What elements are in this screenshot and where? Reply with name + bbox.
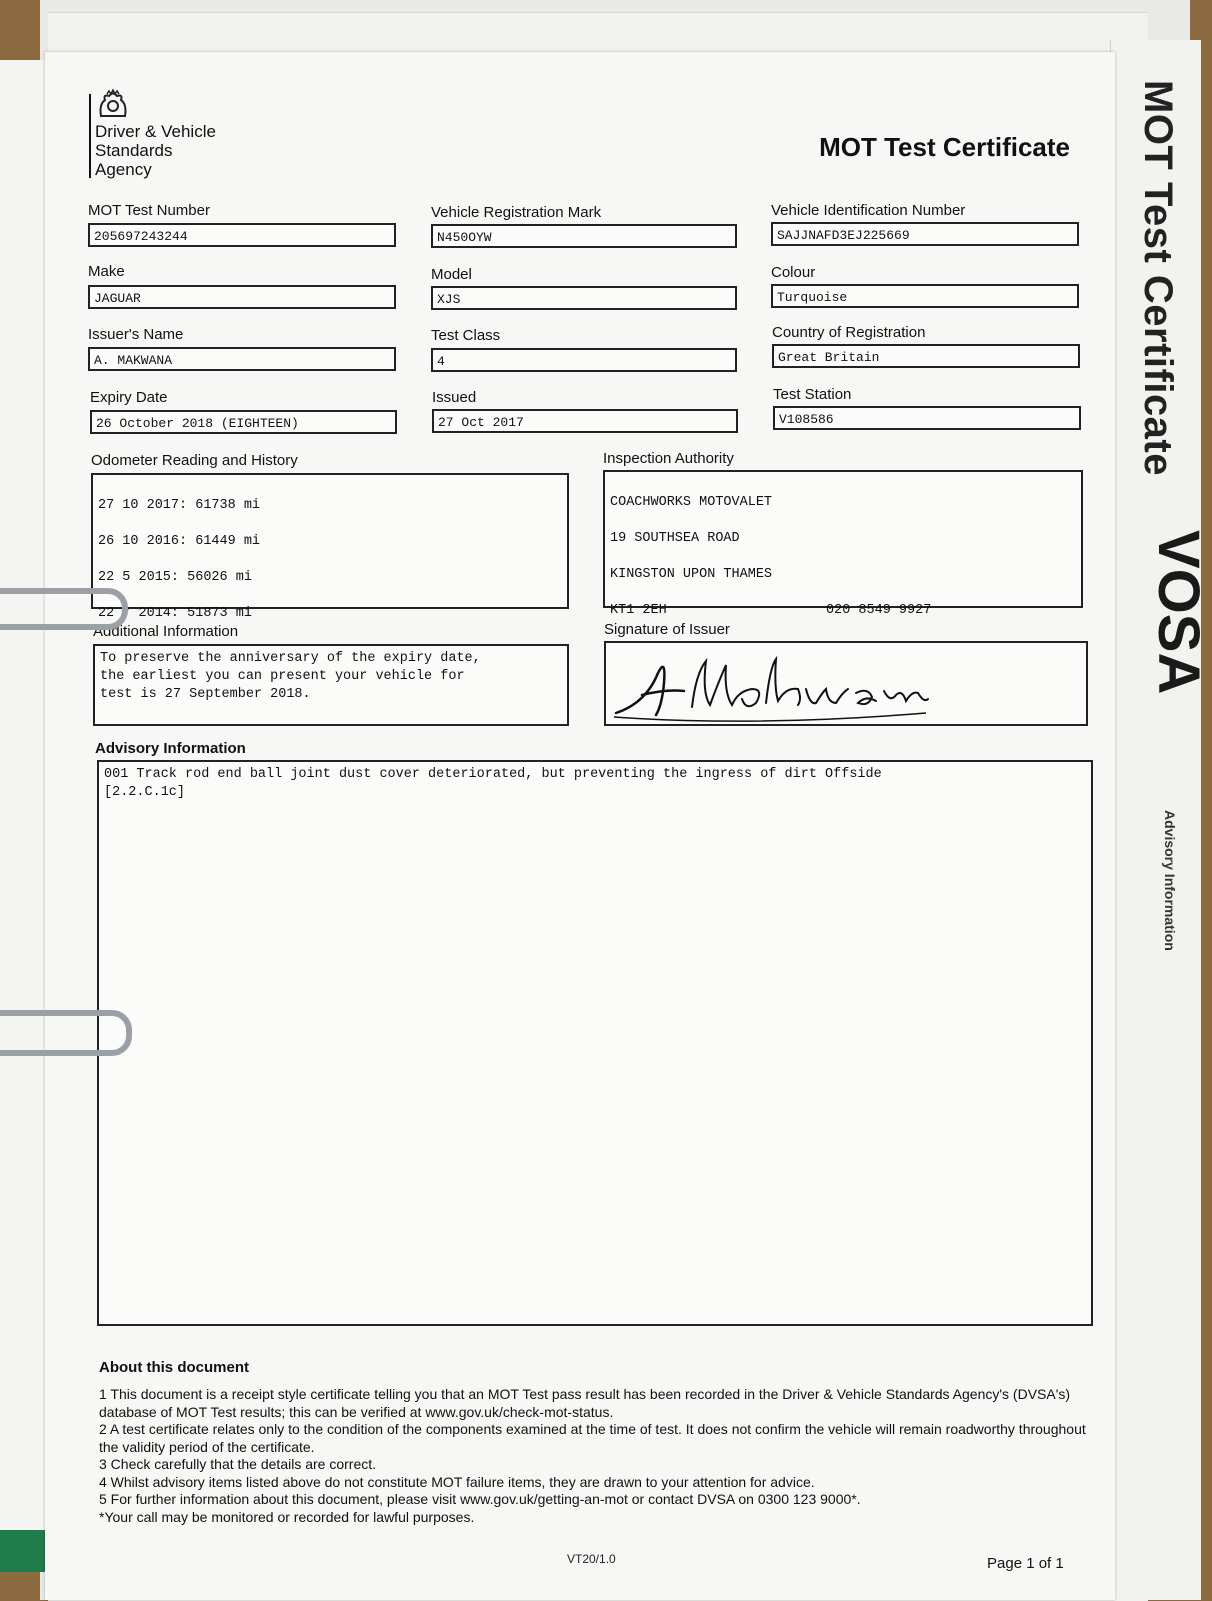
vin-value: SAJJNAFD3EJ225669 (771, 222, 1079, 246)
agency-name (95, 122, 255, 179)
authority-postcode: KT1 2EH (610, 603, 667, 618)
certificate-sheet (45, 52, 1115, 1600)
country-label: Country of Registration (772, 324, 926, 341)
form-code: VT20/1.0 (567, 1552, 616, 1566)
colour-label: Colour (771, 264, 816, 281)
logo-rule (89, 94, 91, 178)
issued-value: 27 Oct 2017 (432, 409, 738, 433)
page-number: Page 1 of 1 (987, 1555, 1064, 1572)
binder-ring (0, 1010, 132, 1056)
colour-value: Turquoise (771, 284, 1079, 308)
advisory-text: 001 Track rod end ball joint dust cover deteriorated, but preventing the ingress of dirt Offside [2.2.C.1c] (97, 760, 1093, 1326)
issuer-name-value: A. MAKWANA (88, 347, 396, 371)
expiry-date-label: Expiry Date (90, 389, 168, 406)
signature-box (604, 641, 1088, 726)
mot-test-number-label: MOT Test Number (88, 202, 210, 219)
test-class-value: 4 (431, 348, 737, 372)
authority-address: KINGSTON UPON THAMES (610, 567, 773, 582)
model-label: Model (431, 266, 472, 283)
agency-name-line: Agency (95, 160, 152, 179)
odometer-entry: 27 10 2017: 61738 mi (98, 498, 261, 513)
binder-ring (0, 588, 128, 630)
about-item: 3 Check carefully that the details are correct. (99, 1456, 377, 1472)
inspection-authority-box (603, 470, 1083, 618)
vin-label: Vehicle Identification Number (771, 202, 966, 219)
inspection-authority-label: Inspection Authority (603, 450, 734, 467)
about-list (99, 1386, 1099, 1526)
issuer-name-label: Issuer's Name (88, 326, 184, 343)
odometer-label: Odometer Reading and History (91, 452, 298, 469)
side-tab-section: Advisory Information (1162, 810, 1178, 951)
odometer-history (91, 473, 569, 621)
country-value: Great Britain (772, 344, 1080, 368)
about-title: About this document (99, 1359, 249, 1376)
side-tab-title: MOT Test Certificate (1136, 80, 1180, 476)
authority-phone: 020 8549 9927 (826, 603, 932, 618)
odometer-entry: 22 7 2014: 51873 mi (98, 606, 252, 621)
about-item: 2 A test certificate relates only to the condition of the components examined at the time of test. It does not confirm the vehicle will remain roadworthy throughout the validity period of the certificate. (99, 1421, 1086, 1455)
authority-name: COACHWORKS MOTOVALET (610, 495, 773, 510)
test-class-label: Test Class (431, 327, 501, 344)
test-station-label: Test Station (773, 386, 852, 403)
vrm-value: N450OYW (431, 224, 737, 248)
additional-info-text: To preserve the anniversary of the expiry date, the earliest you can present your vehicle for test is 27 September 2018. (93, 644, 569, 726)
authority-address: 19 SOUTHSEA ROAD (610, 531, 740, 546)
make-label: Make (88, 263, 125, 280)
agency-name-line: Standards (95, 141, 173, 160)
issued-label: Issued (432, 389, 477, 406)
signature-image (606, 643, 1086, 723)
additional-info-label: Additional Information (93, 623, 239, 640)
mot-test-number-value: 205697243244 (88, 223, 396, 247)
make-value: JAGUAR (88, 285, 396, 309)
about-item: 5 For further information about this document, please visit www.gov.uk/getting-an-mot or contact DVSA on 0300 123 9000*. (99, 1491, 861, 1507)
side-tab-brand: VOSA (1146, 530, 1211, 695)
agency-name-line: Driver & Vehicle (95, 122, 216, 141)
about-item: 4 Whilst advisory items listed above do not constitute MOT failure items, they are drawn to your attention for advice. (99, 1473, 815, 1490)
signature-text: A.Makwana (606, 643, 612, 644)
odometer-entry: 26 10 2016: 61449 mi (98, 534, 261, 549)
advisory-label: Advisory Information (95, 740, 246, 757)
vrm-label: Vehicle Registration Mark (431, 204, 602, 221)
document-title: MOT Test Certificate (819, 132, 1070, 162)
signature-label: Signature of Issuer (604, 621, 730, 638)
about-item: 1 This document is a receipt style certificate telling you that an MOT Test pass result has been recorded in the Driver & Vehicle Standards Agency's (DVSA's) database of MOT Test results; this can be verified at www.gov.uk/check-mot-status. (99, 1386, 1071, 1420)
about-item: *Your call may be monitored or recorded for lawful purposes. (99, 1508, 475, 1525)
model-value: XJS (431, 286, 737, 310)
odometer-entry: 22 5 2015: 56026 mi (98, 570, 252, 585)
test-station-value: V108586 (773, 406, 1081, 430)
expiry-date-value: 26 October 2018 (EIGHTEEN) (90, 410, 397, 434)
